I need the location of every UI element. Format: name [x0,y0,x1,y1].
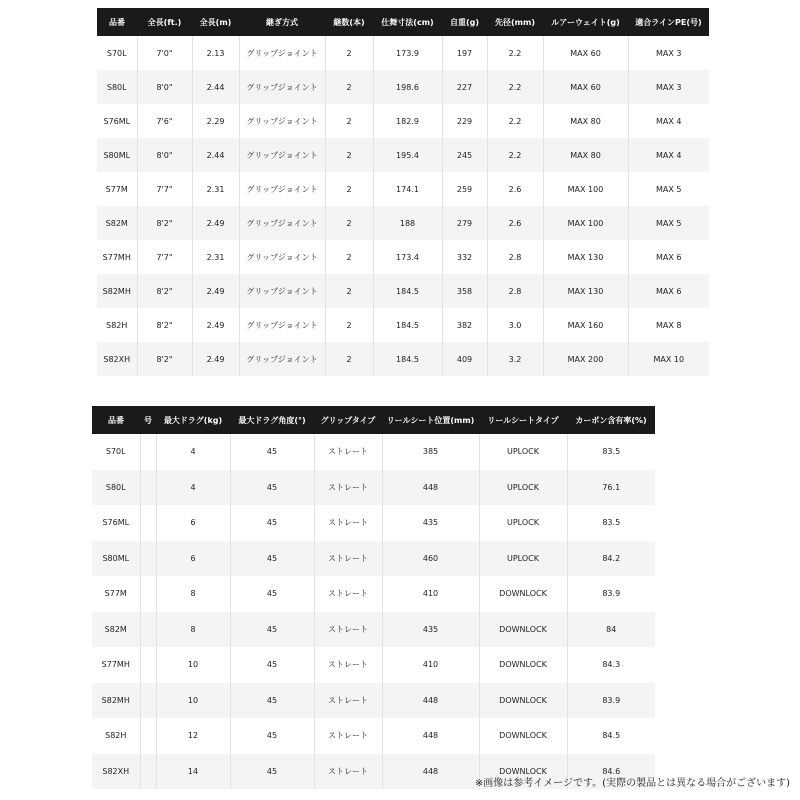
table-cell: 2 [325,104,373,138]
table-cell: 8 [156,612,230,648]
table-cell: 2.2 [487,104,543,138]
table-cell: 460 [382,541,479,577]
table-cell: 448 [382,683,479,719]
table-row [97,138,709,172]
table-cell: DOWNLOCK [479,754,567,790]
table-cell: ストレート [314,718,382,754]
table-cell: 6 [156,541,230,577]
table-cell: 332 [442,240,487,274]
table-cell: 83.9 [567,683,655,719]
table-cell: 2.6 [487,206,543,240]
table-cell: 45 [230,612,314,648]
table-cell: MAX 4 [628,138,709,172]
table-cell: 229 [442,104,487,138]
table-cell: DOWNLOCK [479,647,567,683]
table-cell [140,754,156,790]
column-header: 品番 [97,8,137,36]
table-cell [140,541,156,577]
table-cell: 2 [325,308,373,342]
table-cell: 6 [156,505,230,541]
column-header: 自重(g) [442,8,487,36]
table-cell: 45 [230,434,314,470]
table-cell: 3.2 [487,342,543,376]
model-cell: S76ML [92,505,140,541]
column-header: 最大ドラグ(kg) [156,406,230,434]
table-row [97,308,709,342]
table-cell: 2 [325,138,373,172]
table-row [92,434,655,470]
table-cell: 197 [442,36,487,70]
table-row [92,576,655,612]
model-cell: S70L [92,434,140,470]
table-cell: ストレート [314,505,382,541]
table-cell [140,434,156,470]
table-cell: 259 [442,172,487,206]
column-header: グリップタイプ [314,406,382,434]
table-cell: MAX 200 [543,342,628,376]
column-header: カーボン含有率(%) [567,406,655,434]
table-cell: DOWNLOCK [479,718,567,754]
table-cell: MAX 6 [628,240,709,274]
model-cell: S80L [97,70,137,104]
table-cell: 84.3 [567,647,655,683]
table-cell: ストレート [314,754,382,790]
table-cell: 2 [325,240,373,274]
table-cell: グリップジョイント [239,172,325,206]
table-cell: 2.13 [192,36,239,70]
model-cell: S82XH [92,754,140,790]
table-cell: ストレート [314,612,382,648]
table-cell: 2.6 [487,172,543,206]
table-cell: 173.9 [373,36,442,70]
table-cell: ストレート [314,683,382,719]
table-cell: UPLOCK [479,505,567,541]
table-cell: MAX 6 [628,274,709,308]
table-cell: 7'6" [137,104,192,138]
table-cell: MAX 5 [628,206,709,240]
table-cell: 2 [325,36,373,70]
table-row [92,470,655,506]
table-row [92,612,655,648]
table-cell: DOWNLOCK [479,683,567,719]
spec-table-1 [97,8,709,376]
table-cell: ストレート [314,576,382,612]
table-row [97,104,709,138]
table-cell: 8'2" [137,206,192,240]
table-cell: 448 [382,754,479,790]
table-cell: グリップジョイント [239,138,325,172]
model-cell: S77M [97,172,137,206]
table-cell: 2 [325,70,373,104]
table-cell: 84.6 [567,754,655,790]
table-cell: 2.31 [192,172,239,206]
table-cell: 184.5 [373,342,442,376]
table-cell: 8'2" [137,308,192,342]
table-cell: 12 [156,718,230,754]
table-cell: 410 [382,647,479,683]
table-cell: MAX 100 [543,206,628,240]
column-header: 継ぎ方式 [239,8,325,36]
model-cell: S82H [92,718,140,754]
table-cell: 227 [442,70,487,104]
table-cell: 8'2" [137,342,192,376]
table-cell: 448 [382,470,479,506]
table-cell: 2 [325,342,373,376]
table-cell: 45 [230,505,314,541]
table-cell: グリップジョイント [239,342,325,376]
model-cell: S77M [92,576,140,612]
table-row [92,505,655,541]
spec-table-2 [92,406,655,789]
table-cell: 2.44 [192,70,239,104]
table-cell [140,505,156,541]
table-cell: MAX 60 [543,70,628,104]
table-cell: MAX 3 [628,70,709,104]
model-cell: S82MH [97,274,137,308]
table-cell: 45 [230,718,314,754]
table-cell: グリップジョイント [239,308,325,342]
table-cell: 198.6 [373,70,442,104]
column-header: 全長(m) [192,8,239,36]
column-header: リールシート位置(mm) [382,406,479,434]
table-cell: 2 [325,172,373,206]
column-header: 先径(mm) [487,8,543,36]
table-cell: 2.29 [192,104,239,138]
table-cell: MAX 130 [543,274,628,308]
table-cell: UPLOCK [479,434,567,470]
table-cell: 2.49 [192,206,239,240]
column-header: 最大ドラグ角度(°) [230,406,314,434]
model-cell: S77MH [92,647,140,683]
table-cell: MAX 100 [543,172,628,206]
table-cell: 2.31 [192,240,239,274]
table-cell: 45 [230,683,314,719]
table-cell [140,683,156,719]
table-row [92,541,655,577]
table-cell: 84.5 [567,718,655,754]
table-cell: 188 [373,206,442,240]
table-cell: DOWNLOCK [479,612,567,648]
table-cell: 8'0" [137,138,192,172]
table-row [97,342,709,376]
column-header: リールシートタイプ [479,406,567,434]
table-cell: 45 [230,647,314,683]
table-cell: 4 [156,434,230,470]
table-cell: ストレート [314,434,382,470]
table-cell: 385 [382,434,479,470]
table-cell: MAX 8 [628,308,709,342]
model-cell: S80ML [92,541,140,577]
table-cell: 2.8 [487,274,543,308]
table-cell: 2.49 [192,274,239,308]
model-cell: S82MH [92,683,140,719]
table-cell: 2.2 [487,70,543,104]
table-cell: MAX 60 [543,36,628,70]
table-cell: 4 [156,470,230,506]
table-cell: グリップジョイント [239,104,325,138]
model-cell: S70L [97,36,137,70]
model-cell: S80L [92,470,140,506]
table-cell: 45 [230,576,314,612]
table-cell: 184.5 [373,308,442,342]
table-cell: 8 [156,576,230,612]
table-row [97,206,709,240]
table-cell: ストレート [314,470,382,506]
table-cell: 83.5 [567,434,655,470]
table-row [92,683,655,719]
table-cell: 435 [382,505,479,541]
table-row [92,647,655,683]
table-cell: 174.1 [373,172,442,206]
column-header: 適合ラインPE(号) [628,8,709,36]
table-row [92,718,655,754]
table-cell: 76.1 [567,470,655,506]
table-cell: 83.5 [567,505,655,541]
table-cell: 410 [382,576,479,612]
table-cell: 182.9 [373,104,442,138]
table-row [97,172,709,206]
table-cell: MAX 160 [543,308,628,342]
table-cell: 14 [156,754,230,790]
table-cell [140,576,156,612]
table-cell: 195.4 [373,138,442,172]
table-cell: グリップジョイント [239,70,325,104]
column-header: 仕舞寸法(cm) [373,8,442,36]
column-header: ルアーウェイト(g) [543,8,628,36]
table-cell: UPLOCK [479,470,567,506]
column-header: 号 [140,406,156,434]
column-header: 品番 [92,406,140,434]
table-cell: 45 [230,470,314,506]
table-cell: MAX 10 [628,342,709,376]
table-cell: 409 [442,342,487,376]
table-cell: MAX 80 [543,138,628,172]
table-header-row [92,406,655,434]
model-cell: S82M [92,612,140,648]
table-cell: 8'0" [137,70,192,104]
table-cell: グリップジョイント [239,274,325,308]
table-cell: 184.5 [373,274,442,308]
table-cell: 45 [230,541,314,577]
table-row [97,70,709,104]
table-cell: 2 [325,274,373,308]
table-cell: グリップジョイント [239,206,325,240]
table-cell [140,470,156,506]
column-header: 全長(ft.) [137,8,192,36]
model-cell: S80ML [97,138,137,172]
table-cell: 7'7" [137,240,192,274]
table-cell: 279 [442,206,487,240]
table-cell [140,647,156,683]
table-cell: 45 [230,754,314,790]
table-row [97,274,709,308]
table-cell: 10 [156,647,230,683]
model-cell: S82XH [97,342,137,376]
table-cell: 2 [325,206,373,240]
table-cell: MAX 3 [628,36,709,70]
table-cell: MAX 4 [628,104,709,138]
table-cell: ストレート [314,647,382,683]
model-cell: S77MH [97,240,137,274]
table-cell: 84 [567,612,655,648]
table-cell: MAX 130 [543,240,628,274]
table-cell: グリップジョイント [239,36,325,70]
table-cell: 7'7" [137,172,192,206]
table-cell: MAX 80 [543,104,628,138]
table-cell: 2.2 [487,36,543,70]
table-cell: 84.2 [567,541,655,577]
model-cell: S76ML [97,104,137,138]
table-cell: 2.8 [487,240,543,274]
table-header-row [97,8,709,36]
table-cell: 3.0 [487,308,543,342]
table-cell: 83.9 [567,576,655,612]
table-cell: 382 [442,308,487,342]
table-cell: MAX 5 [628,172,709,206]
table-cell: 358 [442,274,487,308]
table-row [97,240,709,274]
table-cell: 435 [382,612,479,648]
table-cell: 173.4 [373,240,442,274]
table-cell: 448 [382,718,479,754]
table-row [97,36,709,70]
table-cell: 10 [156,683,230,719]
disclaimer-note: ※画像は参考イメージです。(実際の製品とは異なる場合がございます) [474,778,790,789]
table-cell: 7'0" [137,36,192,70]
table-cell: 2.44 [192,138,239,172]
table-cell: DOWNLOCK [479,576,567,612]
model-cell: S82M [97,206,137,240]
table-cell: UPLOCK [479,541,567,577]
column-header: 継数(本) [325,8,373,36]
table-cell: ストレート [314,541,382,577]
table-cell: 2.49 [192,342,239,376]
table-cell: 2.2 [487,138,543,172]
table-cell: 245 [442,138,487,172]
table-cell: グリップジョイント [239,240,325,274]
table-cell [140,612,156,648]
table-cell: 2.49 [192,308,239,342]
table-cell: 8'2" [137,274,192,308]
model-cell: S82H [97,308,137,342]
table-cell [140,718,156,754]
